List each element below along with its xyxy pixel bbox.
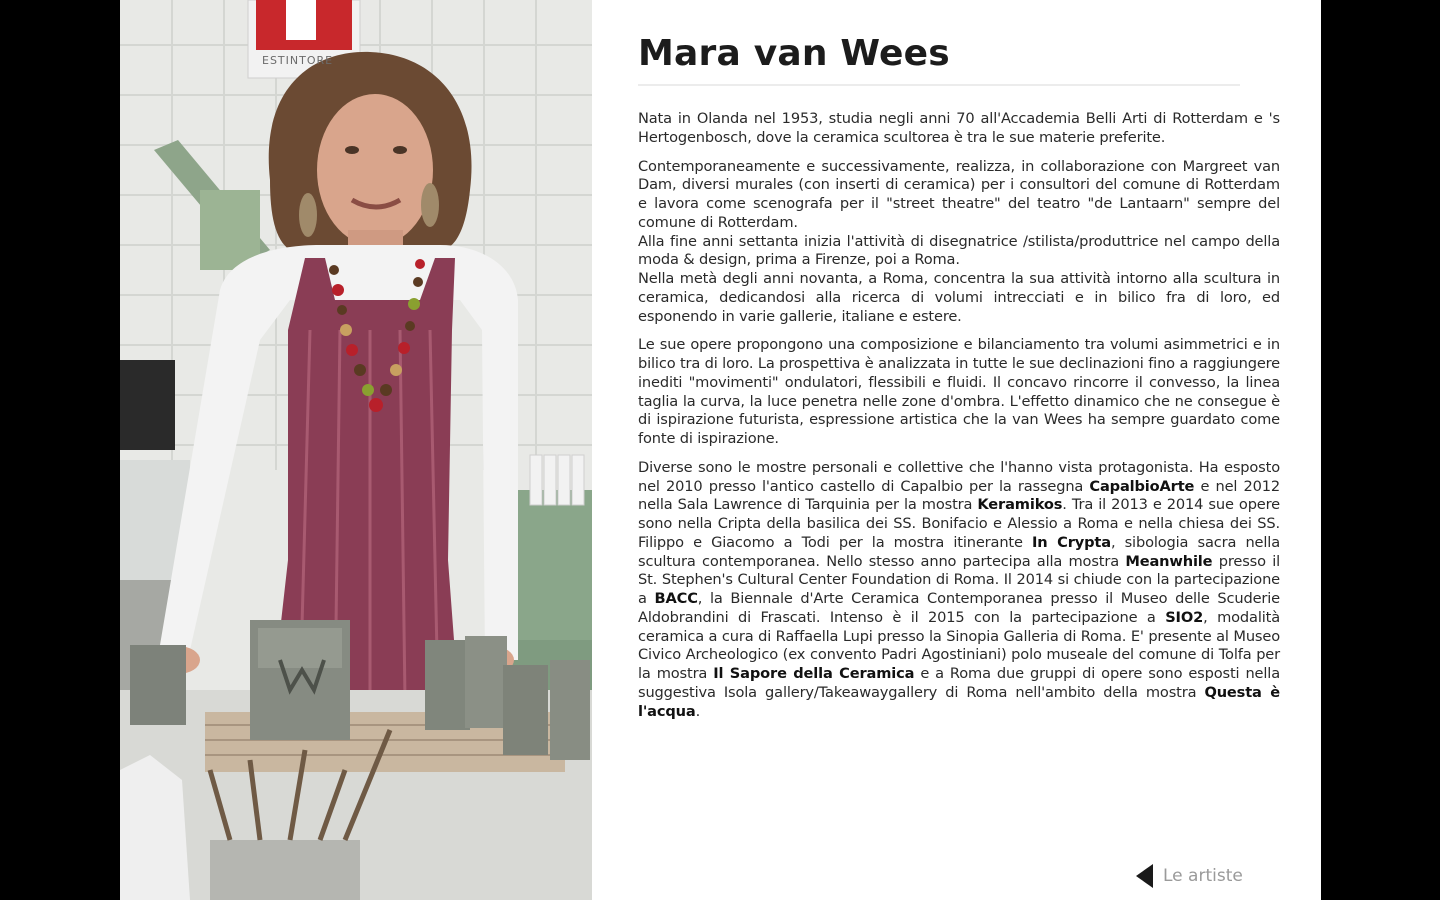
- highlighted-exhibition-name: In Crypta: [1032, 533, 1111, 551]
- paragraph-text: Diverse sono le mostre personali e collettive che l'hanno vista protagonista. Ha esposto nel 2010 presso l'antico castello di Capalbio per la rassegna: [638, 458, 1280, 495]
- paragraph-text: Nella metà degli anni novanta, a Roma, concentra la sua attività intorno alla scultura in ceramica, dedicandosi alla ricerca di volumi intrecciati e in bilico fra di loro, ed esponendo in varie gallerie, italiane e estere.: [638, 270, 1280, 325]
- highlighted-exhibition-name: Keramikos: [977, 496, 1063, 514]
- triangle-left-icon: [1136, 864, 1153, 888]
- paragraph-text: Le sue opere propongono una composizione e bilanciamento tra volumi asimmetrici e in bilico tra di loro. La prospettiva è analizzata in tutte le sue declinazioni fino a raggiungere inediti "movimenti" ondulatori, flessibili e fluidi. Il concavo rincorre il convesso, la linea taglia la curva, la luce penetra nelle zone d'ombra. L'effetto dinamico che ne consegue è di ispirazione futurista, espressione artistica che la van Wees ha sempre guardato come fonte di ispirazione.: [638, 336, 1281, 447]
- paragraph-text: , modalità ceramica a cura di Raffaella Lupi presso la Sinopia Galleria di Roma. E' presente al Museo Civico Archeologico (ex convento Padri Agostiniani) polo museale del comune di Tolfa per la mostra: [638, 608, 1280, 682]
- article-body: [638, 110, 1280, 721]
- page-title: Mara van Wees: [638, 33, 950, 74]
- highlighted-exhibition-name: Il Sapore della Ceramica: [713, 665, 915, 682]
- page: [120, 0, 1321, 900]
- paragraph-text: .: [695, 702, 701, 720]
- paragraph-text: presso il St. Stephen's Cultural Center Foundation di Roma. Il 2014 si chiude con la partecipazione a: [638, 552, 1281, 607]
- extinguisher-sign-text: ESTINTORE: [262, 54, 334, 67]
- highlighted-exhibition-name: Meanwhile: [1125, 552, 1213, 570]
- artist-photo: [120, 0, 592, 900]
- article-paragraph: [638, 110, 1280, 148]
- paragraph-text: e a Roma due gruppi di opere sono esposti nella suggestiva Isola gallery/Takeawaygallery di Roma nell'ambito della mostra: [638, 665, 1280, 701]
- highlighted-exhibition-name: Questa è l'acqua: [638, 683, 1280, 720]
- paragraph-text: Alla fine anni settanta inizia l'attività di disegnatrice /stilista/produttrice nel campo della moda & design, prima a Firenze, poi a Roma.: [638, 232, 1280, 269]
- highlighted-exhibition-name: BACC: [654, 590, 698, 607]
- artist-photo-illustration: [120, 0, 592, 900]
- article-paragraph: [638, 336, 1280, 449]
- article-paragraph: [638, 270, 1280, 326]
- paragraph-text: e nel 2012 nella Sala Lawrence di Tarquinia per la mostra: [638, 477, 1281, 514]
- paragraph-text: Nata in Olanda nel 1953, studia negli anni 70 all'Accademia Belli Arti di Rotterdam e 's Hertogenbosch, dove la ceramica scultorea è tra le sue materie preferite.: [638, 110, 1280, 146]
- paragraph-text: , sibologia sacra nella scultura contemporanea. Nello stesso anno partecipa alla mostra: [638, 533, 1280, 570]
- article-paragraph: [638, 459, 1280, 722]
- highlighted-exhibition-name: SIO2: [1165, 608, 1204, 626]
- paragraph-text: . Tra il 2013 e 2014 sue opere sono nella Cripta della basilica dei SS. Bonifacio e Alessio a Roma e nella chiesa dei SS. Filippo e Giacomo a Todi per la mostra itinerante: [638, 496, 1280, 551]
- back-to-artists-label: Le artiste: [1163, 866, 1243, 886]
- highlighted-exhibition-name: CapalbioArte: [1089, 477, 1195, 495]
- article-paragraph: [638, 233, 1280, 271]
- title-divider: [638, 84, 1240, 86]
- back-to-artists-link[interactable]: [1136, 862, 1243, 890]
- paragraph-text: , la Biennale d'Arte Ceramica Contemporanea presso il Museo delle Scuderie Aldobrandini di Frascati. Intenso è il 2015 con la partecipazione a: [638, 590, 1280, 626]
- article-paragraph: [638, 158, 1280, 233]
- article: [638, 30, 1280, 731]
- paragraph-text: Contemporaneamente e successivamente, realizza, in collaborazione con Margreet van Dam, diversi murales (con inserti di ceramica) per i consultori del comune di Rotterdam e lavora come scenografa per il "street theatre" del teatro "de Lantaarn" sempre del comune di Rotterdam.: [638, 157, 1280, 231]
